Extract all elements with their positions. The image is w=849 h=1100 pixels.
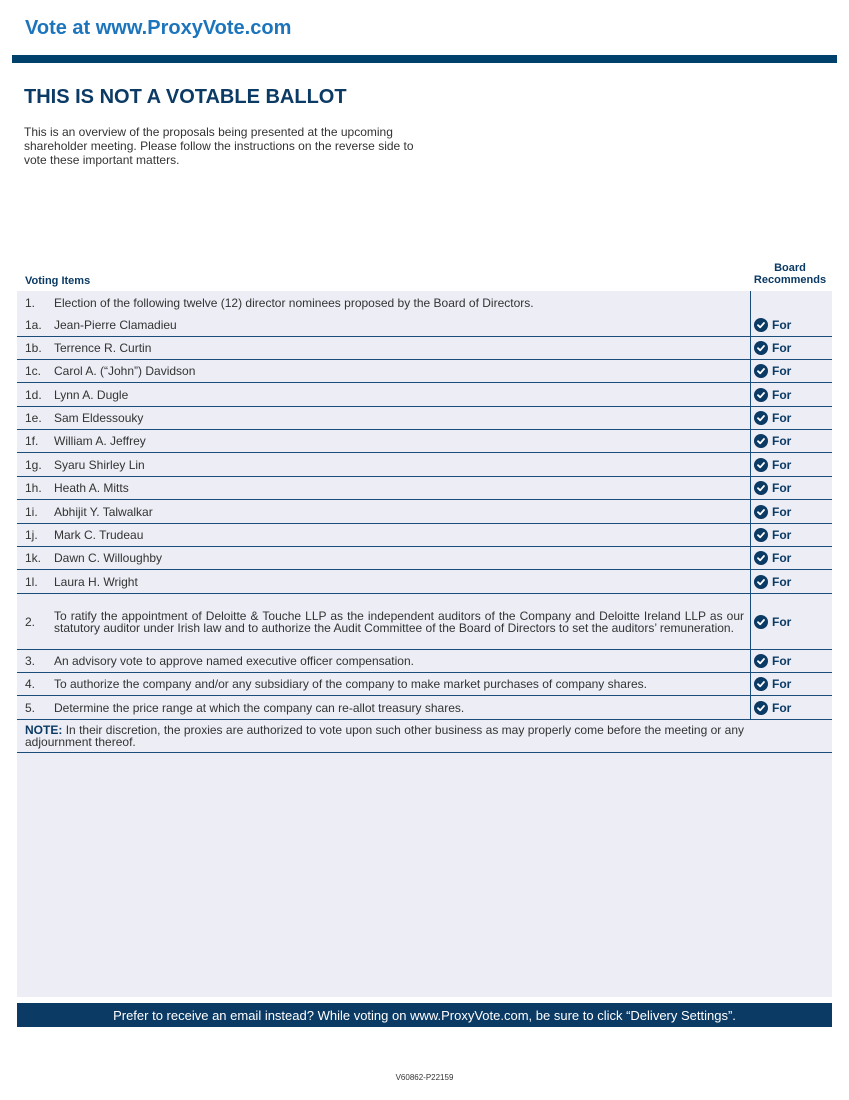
item-number: 3. xyxy=(25,654,36,668)
check-circle-icon xyxy=(754,505,768,519)
recommendation-cell xyxy=(750,360,832,382)
check-circle-icon xyxy=(754,481,768,495)
item-number: 1. xyxy=(25,295,36,310)
recommendation-label: For xyxy=(772,457,792,472)
item-cell xyxy=(17,500,750,523)
recommendation-cell xyxy=(750,650,832,672)
item-cell xyxy=(17,383,750,406)
item-number: 1c. xyxy=(25,364,42,378)
note-label: NOTE: xyxy=(25,723,63,737)
banner-text: Prefer to receive an email instead? While voting on www.ProxyVote.com, be sure to click “Delivery Settings”. xyxy=(113,1007,736,1023)
item-cell xyxy=(17,453,750,476)
check-circle-icon xyxy=(754,528,768,542)
header-rule xyxy=(12,55,837,63)
recommendation-label: For xyxy=(772,504,792,519)
item-text: An advisory vote to approve named executive officer compensation. xyxy=(54,654,414,668)
check-circle-icon xyxy=(754,575,768,589)
check-circle-icon xyxy=(754,654,768,668)
item-cell xyxy=(17,696,750,719)
table-row xyxy=(17,360,832,383)
item-number: 1d. xyxy=(25,387,42,402)
note-row xyxy=(17,720,832,753)
check-circle-icon xyxy=(754,615,768,629)
item-cell xyxy=(17,594,750,649)
check-circle-icon xyxy=(754,701,768,715)
recommendation-cell xyxy=(750,314,832,336)
board-label-line1: Board xyxy=(774,262,806,274)
item-text: Sam Eldessouky xyxy=(54,411,144,425)
recommendation-label: For xyxy=(772,574,792,589)
table-row xyxy=(17,383,832,407)
table-row xyxy=(17,430,832,453)
item-text: Election of the following twelve (12) director nominees proposed by the Board of Directors. xyxy=(54,295,534,310)
voting-items-header: Voting Items xyxy=(25,275,91,287)
recommendation-label: For xyxy=(772,434,792,448)
recommendation-cell xyxy=(750,430,832,452)
recommendation-cell xyxy=(750,291,832,314)
item-number: 1g. xyxy=(25,457,42,472)
item-cell xyxy=(17,570,750,593)
recommendation-label: For xyxy=(772,654,792,668)
item-text: Terrence R. Curtin xyxy=(54,341,152,355)
recommendation-cell xyxy=(750,383,832,406)
item-cell xyxy=(17,547,750,569)
recommendation-cell xyxy=(750,453,832,476)
table-row xyxy=(17,570,832,594)
item-cell xyxy=(17,291,750,314)
recommendation-cell xyxy=(750,500,832,523)
check-circle-icon xyxy=(754,388,768,402)
table-row xyxy=(17,314,832,337)
item-text: Jean-Pierre Clamadieu xyxy=(54,318,177,332)
item-cell xyxy=(17,430,750,452)
item-number: 2. xyxy=(25,614,36,629)
document-code: V60862-P22159 xyxy=(395,1073,454,1082)
recommendation-label: For xyxy=(772,614,792,629)
recommendation-label: For xyxy=(772,341,792,355)
table-row xyxy=(17,477,832,500)
item-number: 1a. xyxy=(25,318,42,332)
item-text: Carol A. (“John”) Davidson xyxy=(54,364,196,378)
intro-text: This is an overview of the proposals being presented at the upcoming shareholder meeting. Please follow the instructions on the reverse side to vote these important matters. xyxy=(24,125,414,167)
item-number: 1h. xyxy=(25,481,42,495)
item-text: Mark C. Trudeau xyxy=(54,528,144,542)
item-text: To ratify the appointment of Deloitte & Touche LLP as the independent auditors of the Company and Deloitte Ireland LLP as our statutory auditor under Irish law and to authorize the Audit Committee of the Board of Directors to set the auditors’ remuneration. xyxy=(54,608,744,635)
item-number: 1b. xyxy=(25,341,42,355)
table-row xyxy=(17,547,832,570)
recommendation-label: For xyxy=(772,318,792,332)
table-row xyxy=(17,407,832,430)
item-text: Laura H. Wright xyxy=(54,574,138,589)
recommendation-label: For xyxy=(772,387,792,402)
item-cell xyxy=(17,314,750,336)
item-number: 1i. xyxy=(25,504,38,519)
item-number: 1l. xyxy=(25,574,38,589)
recommendation-cell xyxy=(750,594,832,649)
recommendation-cell xyxy=(750,696,832,719)
check-circle-icon xyxy=(754,318,768,332)
recommendation-cell xyxy=(750,570,832,593)
item-number: 1j. xyxy=(25,528,38,542)
item-text: Determine the price range at which the company can re-allot treasury shares. xyxy=(54,700,465,715)
check-circle-icon xyxy=(754,364,768,378)
item-cell xyxy=(17,360,750,382)
recommendation-cell xyxy=(750,337,832,359)
item-text: To authorize the company and/or any subsidiary of the company to make market purchases of company shares. xyxy=(54,677,647,691)
item-number: 5. xyxy=(25,700,36,715)
recommendation-label: For xyxy=(772,677,792,691)
recommendation-cell xyxy=(750,407,832,429)
board-recommends-header xyxy=(750,262,830,286)
check-circle-icon xyxy=(754,458,768,472)
check-circle-icon xyxy=(754,677,768,691)
delivery-settings-banner xyxy=(17,1003,832,1027)
item-text: Lynn A. Dugle xyxy=(54,387,129,402)
note-text: In their discretion, the proxies are authorized to vote upon such other business as may properly come before the meeting or any adjournment thereof. xyxy=(25,723,744,749)
item-number: 1k. xyxy=(25,551,42,565)
recommendation-label: For xyxy=(772,411,792,425)
item-text: Heath A. Mitts xyxy=(54,481,129,495)
item-cell xyxy=(17,650,750,672)
recommendation-label: For xyxy=(772,528,792,542)
table-row xyxy=(17,524,832,547)
proposal-1-intro-row xyxy=(17,291,832,314)
item-cell xyxy=(17,477,750,499)
item-cell xyxy=(17,673,750,695)
table-row xyxy=(17,594,832,650)
proxyvote-link[interactable]: Vote at www.ProxyVote.com xyxy=(25,17,292,39)
item-text: William A. Jeffrey xyxy=(54,434,146,448)
recommendation-label: For xyxy=(772,481,792,495)
recommendation-label: For xyxy=(772,364,792,378)
item-text: Dawn C. Willoughby xyxy=(54,551,163,565)
item-cell xyxy=(17,337,750,359)
check-circle-icon xyxy=(754,411,768,425)
table-row xyxy=(17,453,832,477)
recommendation-label: For xyxy=(772,551,792,565)
item-cell xyxy=(17,407,750,429)
item-cell xyxy=(17,524,750,546)
item-text: Abhijit Y. Talwalkar xyxy=(54,504,153,519)
item-text: Syaru Shirley Lin xyxy=(54,457,145,472)
item-number: 1f. xyxy=(25,434,39,448)
table-row xyxy=(17,337,832,360)
recommendation-label: For xyxy=(772,700,792,715)
recommendation-cell xyxy=(750,673,832,695)
recommendation-cell xyxy=(750,547,832,569)
board-label-line2: Recommends xyxy=(753,274,827,286)
check-circle-icon xyxy=(754,434,768,448)
table-row xyxy=(17,650,832,673)
voting-items-table xyxy=(17,291,832,753)
table-row xyxy=(17,696,832,720)
check-circle-icon xyxy=(754,551,768,565)
table-row xyxy=(17,500,832,524)
table-row xyxy=(17,673,832,696)
check-circle-icon xyxy=(754,341,768,355)
recommendation-cell xyxy=(750,477,832,499)
recommendation-cell xyxy=(750,524,832,546)
page-title: THIS IS NOT A VOTABLE BALLOT xyxy=(24,86,347,108)
item-number: 1e. xyxy=(25,411,42,425)
item-number: 4. xyxy=(25,677,36,691)
